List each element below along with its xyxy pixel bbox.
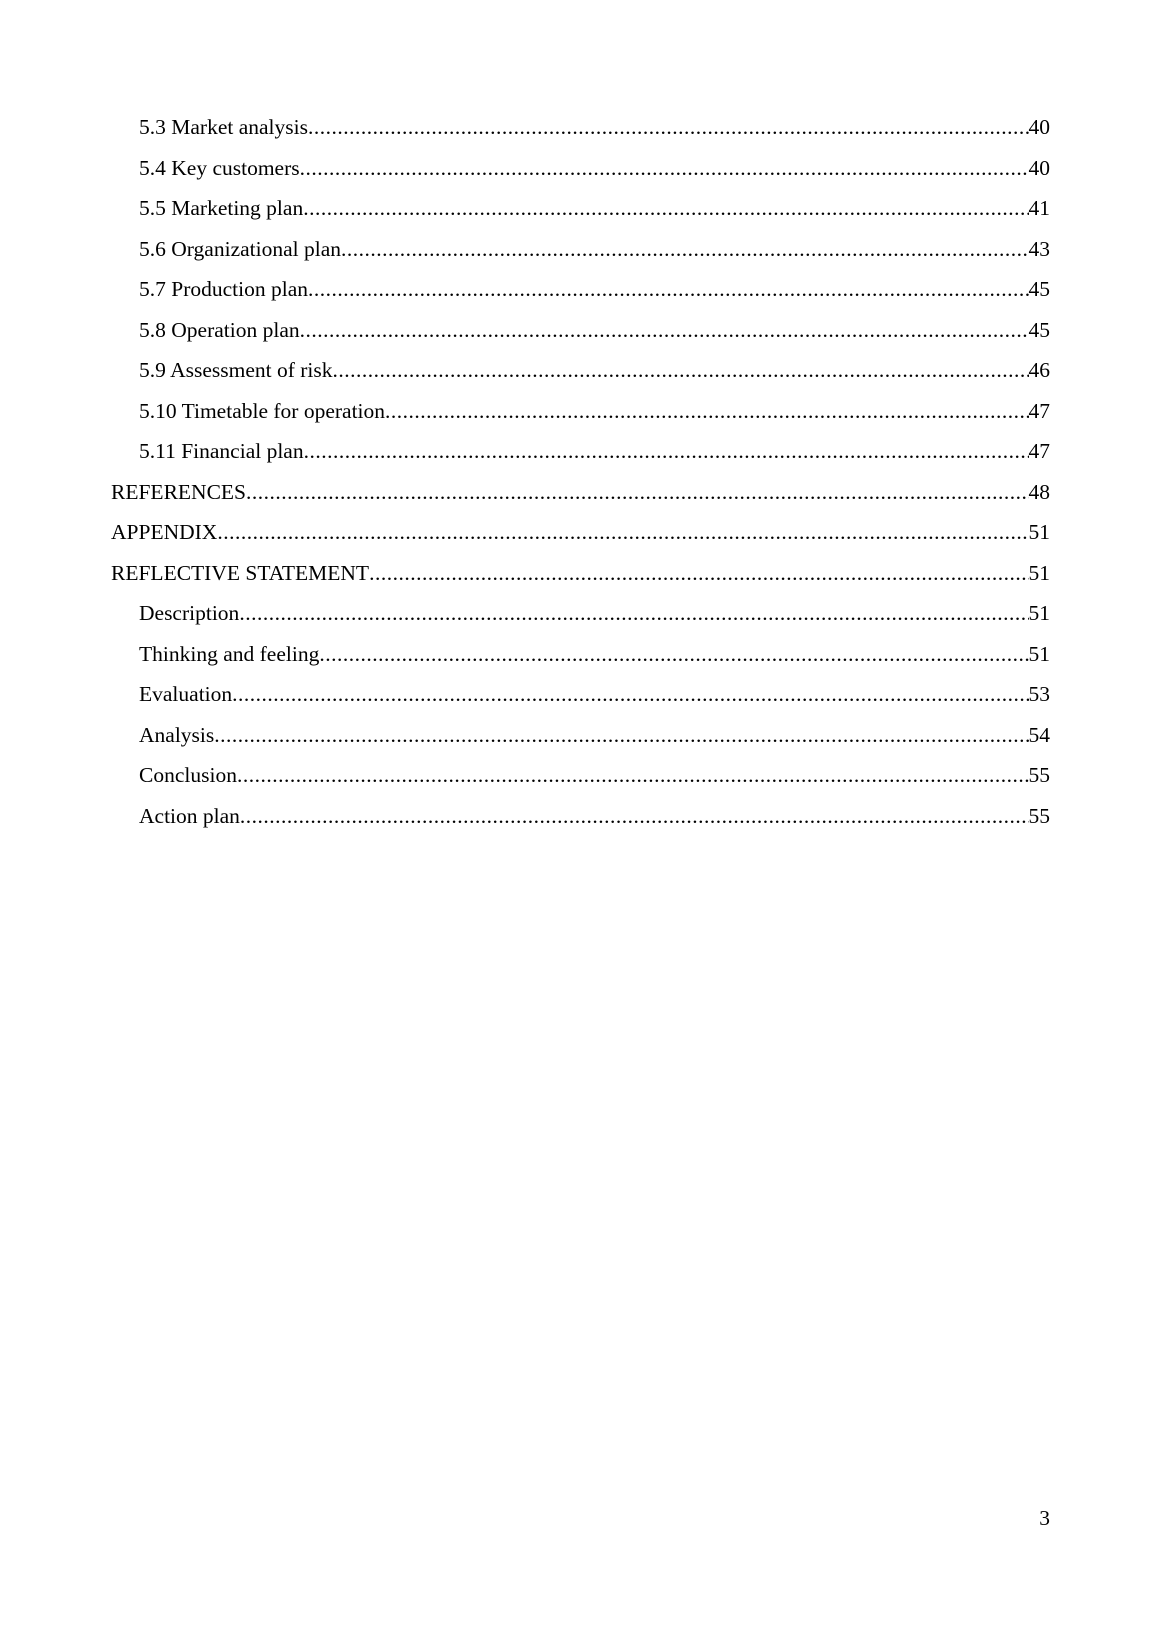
toc-entry-title: REFLECTIVE STATEMENT — [111, 560, 370, 585]
dot-leader — [237, 755, 1029, 796]
toc-entry-title: 5.10 Timetable for operation — [139, 398, 386, 423]
toc-entry-title: Evaluation — [139, 682, 233, 706]
toc-entry-page: 51 — [1028, 560, 1050, 585]
toc-entry-title: Analysis — [139, 722, 215, 747]
toc-entry-page: 45 — [1028, 317, 1050, 342]
toc-entry-organizational-plan[interactable] — [111, 229, 1050, 270]
toc-entry-title: REFERENCES — [111, 479, 246, 504]
toc-entry-market-analysis[interactable] — [111, 107, 1050, 148]
toc-entry-analysis[interactable] — [111, 715, 1050, 756]
toc-entry-page: 55 — [1028, 763, 1050, 787]
toc-entry-reflective-statement[interactable] — [111, 553, 1050, 594]
toc-entry-key-customers[interactable] — [111, 148, 1050, 189]
toc-entry-references[interactable] — [111, 472, 1050, 513]
toc-entry-page: 53 — [1028, 682, 1050, 706]
toc-entry-title: Description — [139, 601, 240, 625]
toc-entry-financial-plan[interactable] — [111, 431, 1050, 472]
dot-leader — [300, 310, 1029, 351]
toc-entry-assessment-of-risk[interactable] — [111, 350, 1050, 391]
toc-entry-appendix[interactable] — [111, 512, 1050, 553]
dot-leader — [214, 715, 1028, 756]
toc-entry-page: 46 — [1028, 358, 1050, 382]
toc-entry-page: 40 — [1028, 155, 1050, 180]
dot-leader — [341, 229, 1028, 270]
toc-entry-conclusion[interactable] — [111, 755, 1050, 796]
toc-entry-timetable-for-operation[interactable] — [111, 391, 1050, 432]
dot-leader — [319, 634, 1028, 675]
dot-leader — [333, 350, 1029, 391]
toc-entry-page: 45 — [1028, 277, 1050, 301]
toc-entry-production-plan[interactable] — [111, 269, 1050, 310]
toc-entry-title: Conclusion — [139, 763, 237, 787]
dot-leader — [369, 553, 1028, 594]
toc-entry-title: 5.11 Financial plan — [139, 439, 304, 463]
toc-entry-page: 40 — [1028, 115, 1050, 139]
toc-entry-thinking-and-feeling[interactable] — [111, 634, 1050, 675]
dot-leader — [304, 431, 1029, 472]
toc-entry-page: 54 — [1028, 722, 1050, 747]
dot-leader — [303, 188, 1028, 229]
dot-leader — [246, 472, 1029, 513]
toc-entry-page: 41 — [1028, 196, 1050, 220]
toc-entry-title: 5.5 Marketing plan — [139, 196, 304, 220]
toc-entry-title: 5.9 Assessment of risk — [139, 358, 333, 382]
dot-leader — [300, 148, 1029, 189]
table-of-contents — [111, 107, 1050, 836]
dot-leader — [308, 269, 1029, 310]
toc-entry-title: 5.8 Operation plan — [139, 317, 300, 342]
toc-entry-description[interactable] — [111, 593, 1050, 634]
toc-entry-title: 5.7 Production plan — [139, 277, 308, 301]
toc-entry-title: 5.3 Market analysis — [139, 115, 308, 139]
toc-entry-page: 55 — [1028, 803, 1050, 828]
toc-entry-page: 47 — [1028, 398, 1050, 423]
toc-entry-page: 51 — [1028, 601, 1050, 625]
toc-entry-page: 51 — [1028, 520, 1050, 544]
toc-entry-page: 47 — [1028, 439, 1050, 463]
toc-entry-action-plan[interactable] — [111, 796, 1050, 837]
toc-entry-evaluation[interactable] — [111, 674, 1050, 715]
toc-entry-page: 48 — [1028, 479, 1050, 504]
toc-entry-title: Action plan — [139, 803, 240, 828]
toc-entry-title: Thinking and feeling — [139, 641, 320, 666]
dot-leader — [217, 512, 1028, 553]
toc-entry-page: 43 — [1028, 236, 1050, 261]
toc-entry-operation-plan[interactable] — [111, 310, 1050, 351]
toc-entry-marketing-plan[interactable] — [111, 188, 1050, 229]
dot-leader — [239, 593, 1028, 634]
toc-entry-page: 51 — [1028, 641, 1050, 666]
dot-leader — [385, 391, 1028, 432]
dot-leader — [240, 796, 1029, 837]
dot-leader — [232, 674, 1028, 715]
dot-leader — [308, 107, 1029, 148]
page-number: 3 — [1039, 1506, 1050, 1530]
toc-entry-title: 5.6 Organizational plan — [139, 236, 342, 261]
toc-entry-title: APPENDIX — [111, 520, 218, 544]
toc-entry-title: 5.4 Key customers — [139, 155, 300, 180]
